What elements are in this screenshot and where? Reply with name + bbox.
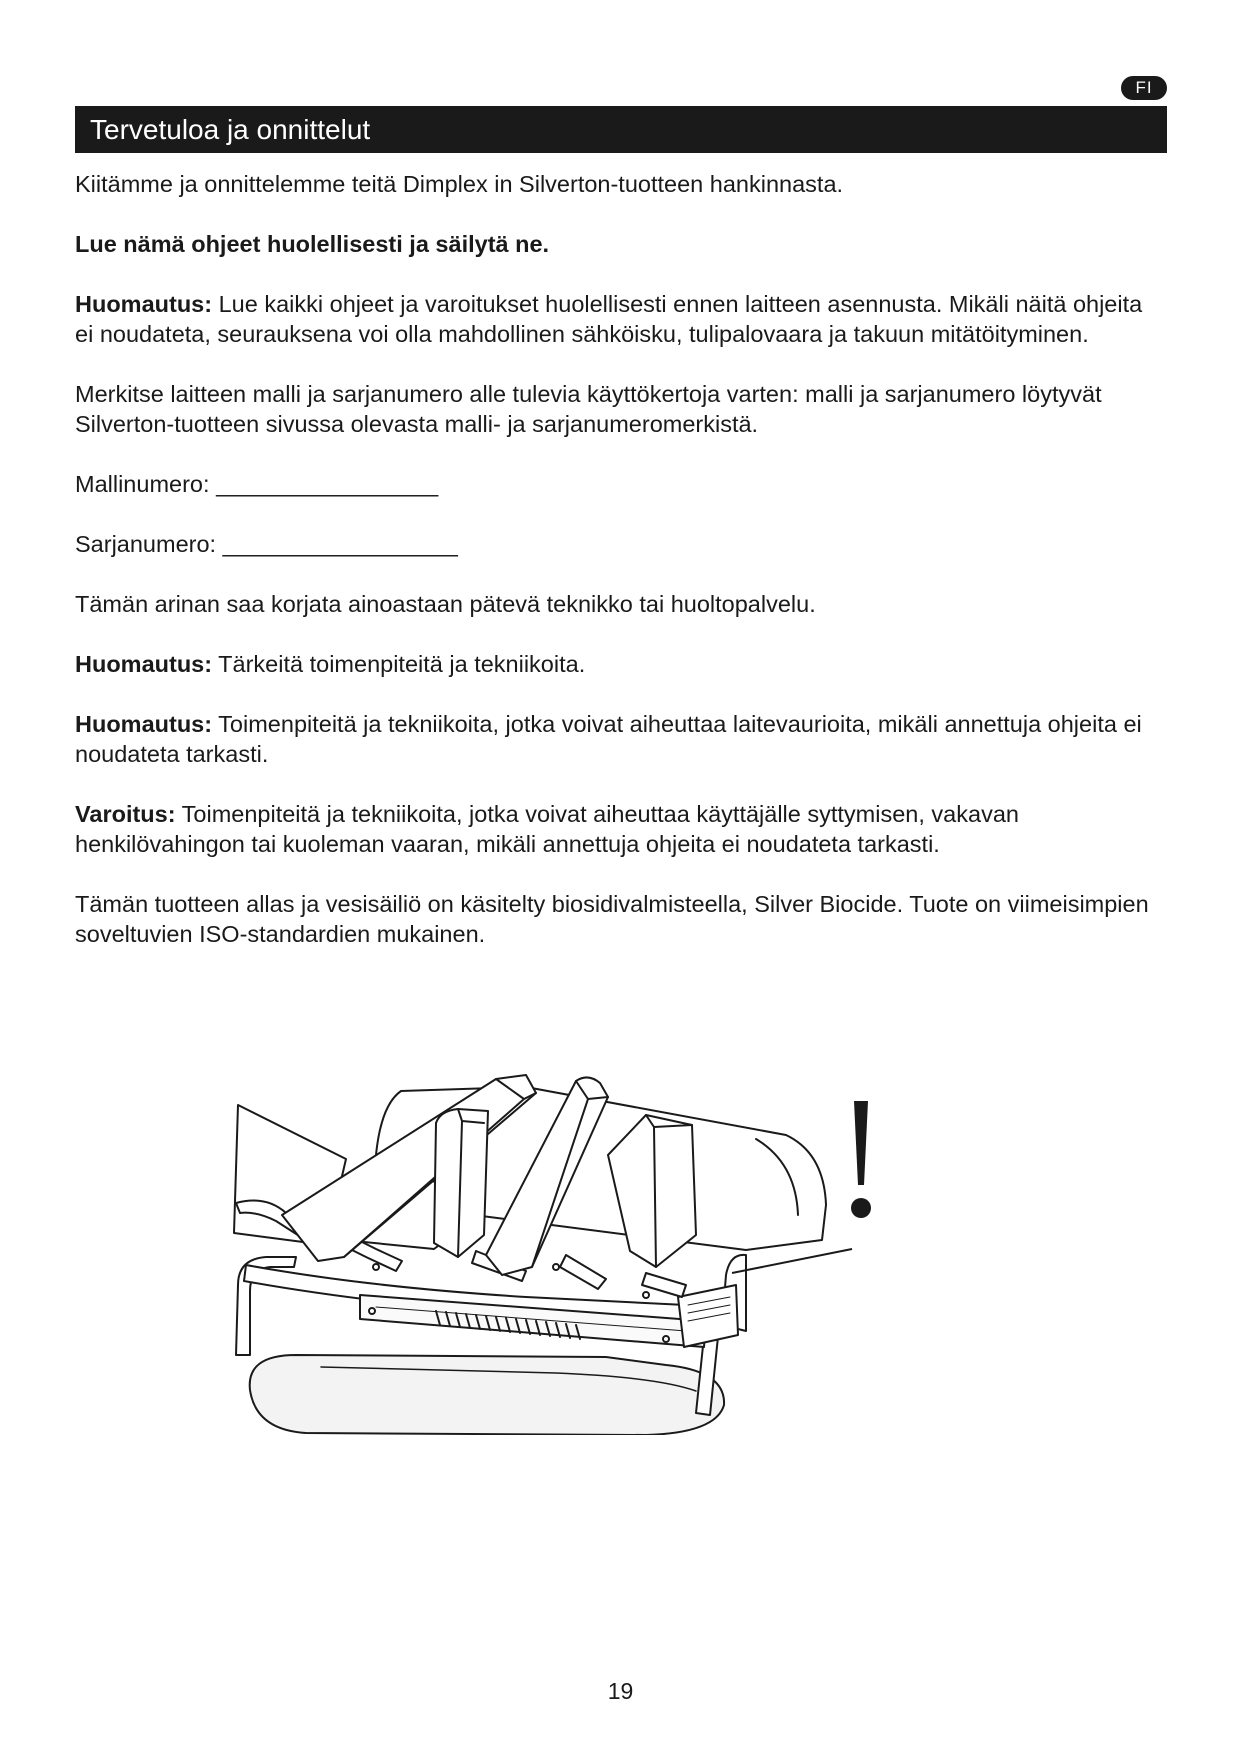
- serial-number-label: Sarjanumero:: [75, 531, 217, 557]
- note-label: Huomautus:: [75, 711, 213, 737]
- record-serial-paragraph: Merkitse laitteen malli ja sarjanumero alle tulevia käyttökertoja varten: malli ja sarjanumero löytyvät Silverton-tuotteen sivussa olevasta malli- ja sarjanumeromerkistä.: [75, 381, 1102, 437]
- fireplace-insert-illustration: [226, 1035, 1026, 1435]
- read-instructions-text: Lue nämä ohjeet huolellisesti ja säilytä ne.: [75, 231, 550, 257]
- intro-paragraph: Kiitämme ja onnittelemme teitä Dimplex in Silverton-tuotteen hankinnasta.: [75, 171, 844, 197]
- section-title: Tervetuloa ja onnittelut: [75, 106, 1167, 153]
- serial-number-blank: __________________: [222, 531, 458, 557]
- warning-paragraph: [75, 799, 1165, 859]
- warning-label: Varoitus:: [75, 801, 176, 827]
- note-text: Toimenpiteitä ja tekniikoita, jotka voivat aiheuttaa laitevaurioita, mikäli annettuja ohjeita ei noudateta tarkasti.: [75, 711, 1142, 767]
- model-number-blank: _________________: [216, 471, 439, 497]
- page-number: 19: [607, 1678, 634, 1704]
- serial-number-line: [75, 529, 1165, 559]
- repair-notice-paragraph: Tämän arinan saa korjata ainoastaan pätevä teknikko tai huoltopalvelu.: [75, 591, 816, 617]
- warning-text: Toimenpiteitä ja tekniikoita, jotka voivat aiheuttaa käyttäjälle syttymisen, vakavan henkilövahingon tai kuoleman vaaran, mikäli annettuja ohjeita ei noudateta tarkasti.: [75, 801, 1019, 857]
- note-paragraph-3: [75, 709, 1165, 769]
- model-number-line: [75, 469, 1165, 499]
- note-text: Lue kaikki ohjeet ja varoitukset huolellisesti ennen laitteen asennusta. Mikäli näitä ohjeita ei noudateta, seurauksena voi olla mahdollinen sähköisku, tulipalovaara ja takuun mitätöityminen.: [75, 291, 1143, 347]
- read-instructions-paragraph: [75, 229, 1165, 259]
- model-number-label: Mallinumero:: [75, 471, 210, 497]
- warning-exclamation-icon: [851, 1101, 871, 1218]
- note-paragraph-1: [75, 289, 1165, 349]
- document-body: [75, 169, 1165, 979]
- language-badge: FI: [1121, 76, 1167, 100]
- warning-pointer-line: [732, 1249, 852, 1273]
- grate-arm: [560, 1255, 606, 1289]
- note-label: Huomautus:: [75, 651, 213, 677]
- note-label: Huomautus:: [75, 291, 213, 317]
- note-text: Tärkeitä toimenpiteitä ja tekniikoita.: [212, 651, 586, 677]
- note-paragraph-2: [75, 649, 1165, 679]
- side-vent: [678, 1285, 738, 1347]
- biocide-notice-paragraph: Tämän tuotteen allas ja vesisäiliö on käsitelty biosidivalmisteella, Silver Biocide. Tuote on viimeisimpien soveltuvien ISO-standardien mukainen.: [75, 891, 1149, 947]
